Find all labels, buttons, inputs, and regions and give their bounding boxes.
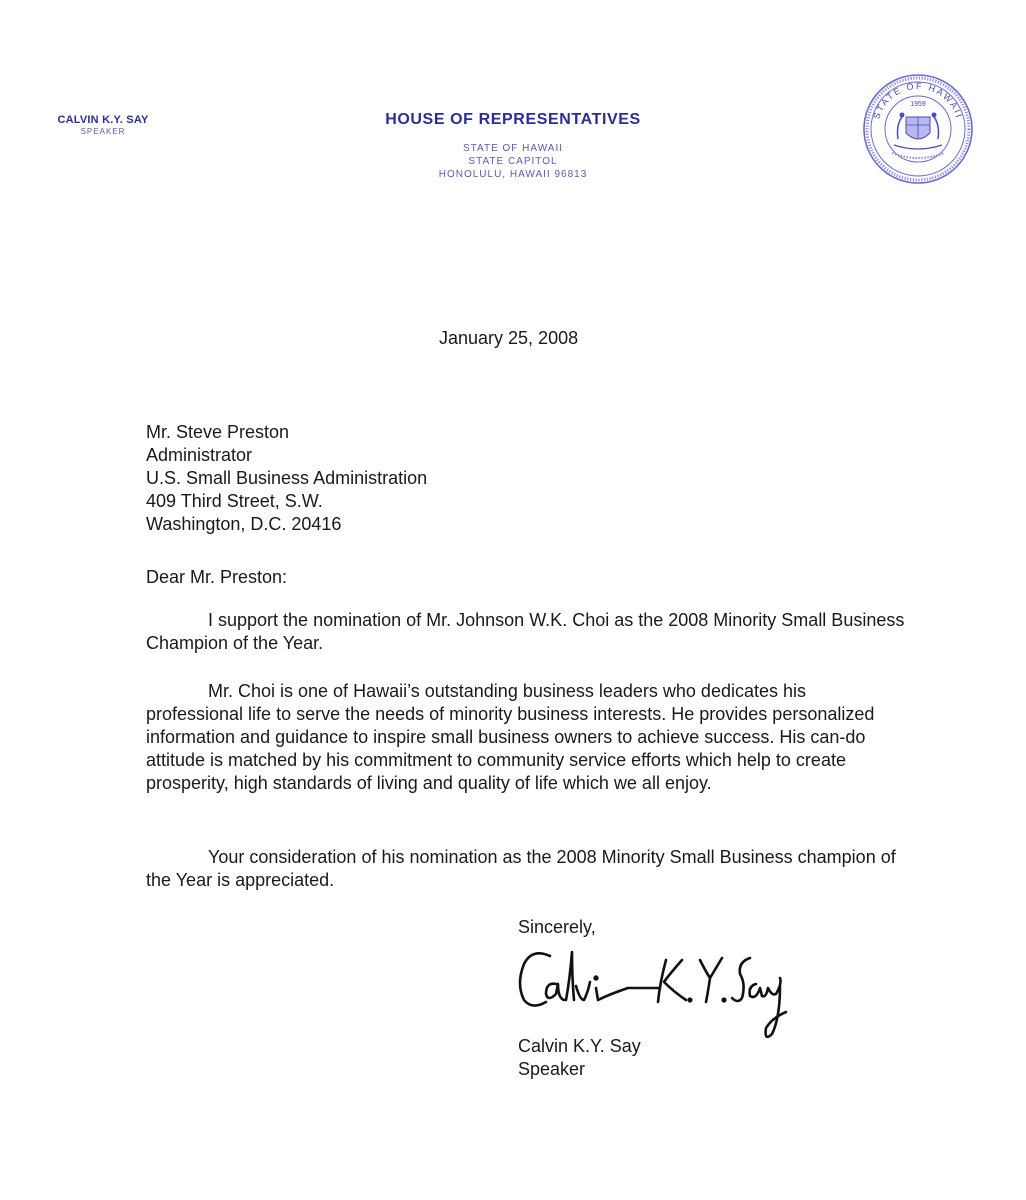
closing: Sincerely, bbox=[518, 917, 596, 937]
recipient-line: Mr. Steve Preston bbox=[146, 422, 290, 442]
speaker-name: CALVIN K.Y. SAY bbox=[57, 114, 149, 126]
signer-block bbox=[518, 1035, 641, 1081]
recipient-line: U.S. Small Business Administration bbox=[146, 468, 428, 488]
address-line: STATE CAPITOL bbox=[468, 156, 558, 167]
body-paragraph: Mr. Choi is one of Hawaii’s outstanding business leaders who dedicates his professional life to serve the needs of minority business interests. He provides personalized information and guidance to inspire small business owners to achieve success. His can-do attitude is matched by his commitment to community service efforts which help to create prosperity, high standards of living and quality of life which we all enjoy. bbox=[146, 681, 875, 793]
address-line: STATE OF HAWAII bbox=[463, 143, 563, 154]
letterhead-address bbox=[363, 142, 663, 181]
recipient-line: 409 Third Street, S.W. bbox=[146, 491, 323, 511]
house-title: HOUSE OF REPRESENTATIVES bbox=[385, 111, 641, 128]
recipient-line: Administrator bbox=[146, 445, 253, 465]
seal-text: STATE OF HAWAII bbox=[871, 80, 965, 121]
speaker-title: SPEAKER bbox=[80, 127, 126, 136]
recipient-line: Washington, D.C. 20416 bbox=[146, 514, 342, 534]
recipient-address bbox=[146, 421, 427, 536]
signer-title: Speaker bbox=[518, 1059, 586, 1079]
state-seal-icon bbox=[862, 73, 974, 185]
salutation: Dear Mr. Preston: bbox=[146, 567, 288, 587]
letterhead-speaker bbox=[49, 113, 157, 137]
letter-date: January 25, 2008 bbox=[439, 328, 579, 348]
seal-year: 1959 bbox=[910, 101, 926, 108]
signature-icon bbox=[510, 938, 810, 1038]
letterhead-house bbox=[363, 110, 663, 181]
signer-name: Calvin K.Y. Say bbox=[518, 1036, 641, 1056]
body-paragraph: Your consideration of his nomination as the 2008 Minority Small Business champion of the Year is appreciated. bbox=[146, 847, 896, 890]
body-paragraph: I support the nomination of Mr. Johnson W.K. Choi as the 2008 Minority Small Business Champion of the Year. bbox=[146, 610, 905, 653]
address-line: HONOLULU, HAWAII 96813 bbox=[438, 169, 588, 180]
